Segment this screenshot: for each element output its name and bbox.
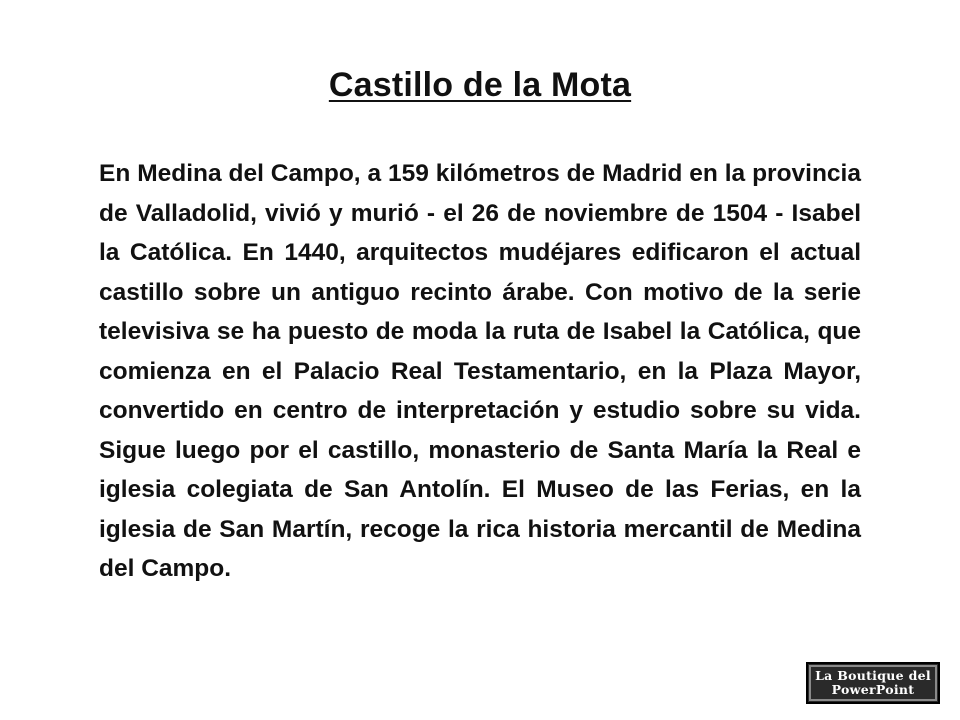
slide-title: Castillo de la Mota [328, 66, 632, 104]
brand-badge-line-2: PowerPoint [831, 682, 915, 697]
brand-badge-line-1: La Boutique del [815, 668, 931, 683]
brand-badge-logo [806, 662, 940, 704]
slide-body-text: En Medina del Campo, a 159 kilómetros de Madrid en la provincia de Valladolid, vivió y murió - el 26 de noviembre de 1504 - Isabel la Católica. En 1440, arquitectos mudéjares edificaron el actual castillo sobre un antiguo recinto árabe. Con motivo de la serie televisiva se ha puesto de moda la ruta de Isabel la Católica, que comienza en el Palacio Real Testamentario, en la Plaza Mayor, convertido en centro de interpretación y estudio sobre su vida. Sigue luego por el castillo, monasterio de Santa María la Real e iglesia colegiata de San Antolín. El Museo de las Ferias, en la iglesia de San Martín, recoge la rica historia mercantil de Medina del Campo. [99, 160, 861, 582]
